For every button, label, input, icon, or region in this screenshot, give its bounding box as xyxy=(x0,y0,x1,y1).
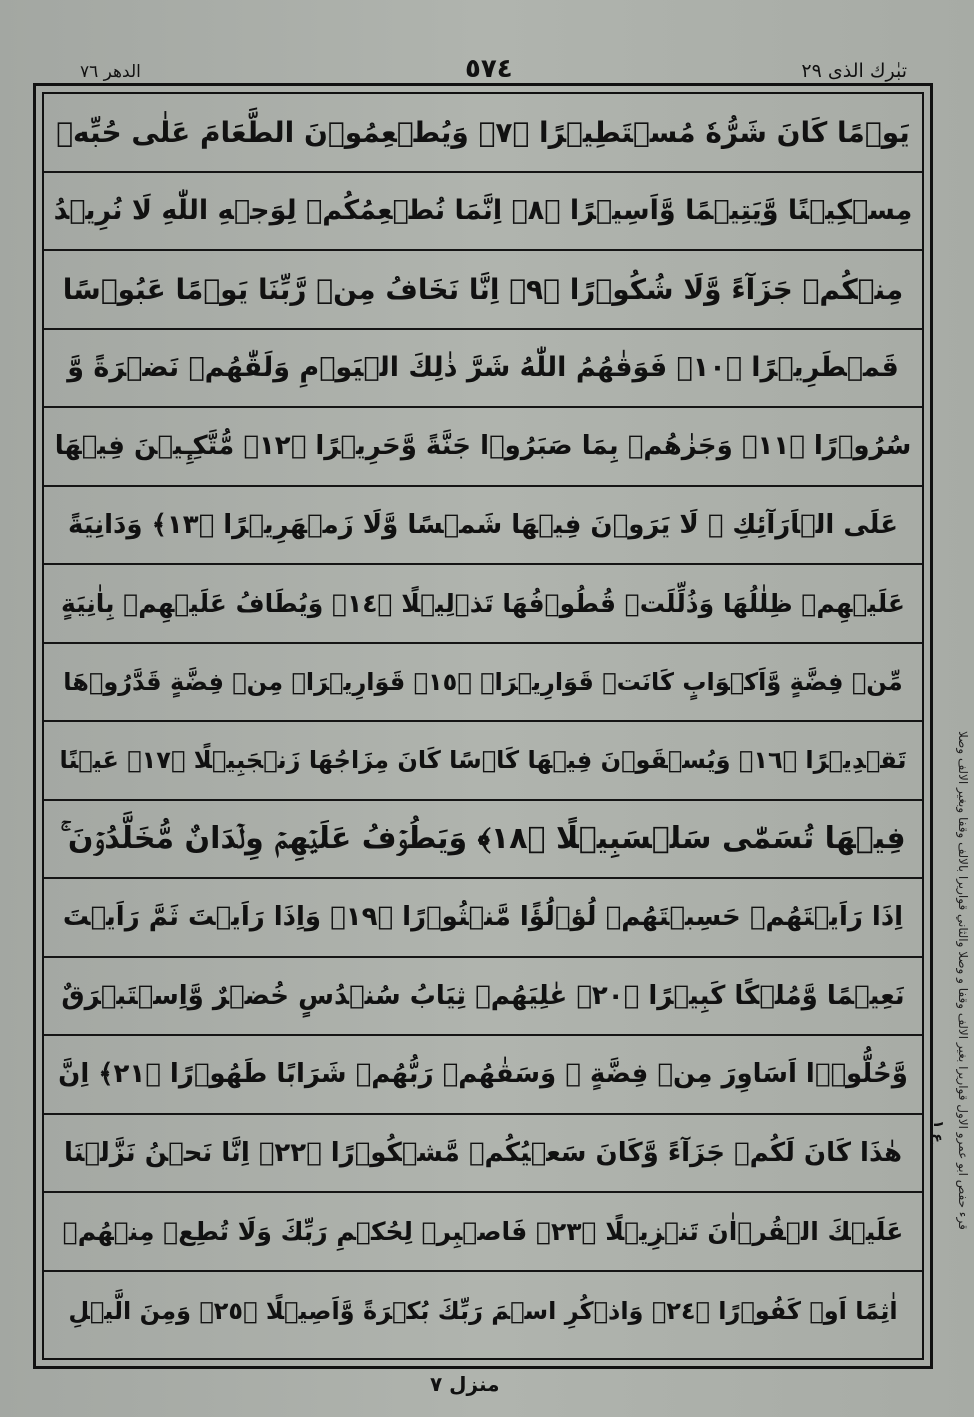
text-line: اٰثِمًا اَوۡ كَفُوۡرًا ﴿٢٤﴾ وَاذۡكُرِ اسۡمَ رَبِّكَ بُكۡرَةً وَّاَصِيۡلًا ﴿٢٥﴾ وَمِنَ الَّيۡلِ xyxy=(68,1296,898,1325)
text-line: نَعِيۡمًا وَّمُلۡكًا كَبِيۡرًا ﴿٢٠﴾ عٰلِيَهُمۡ ثِيَابُ سُنۡدُسٍ خُضۡرٌ وَّاِسۡتَبۡرَقٌ xyxy=(44,958,922,1037)
juz-title: تبٰرك الذى ٢٩ xyxy=(801,60,907,82)
text-line: قَمۡطَرِيۡرًا ﴿١٠﴾ فَوَقٰهُمُ اللّٰهُ شَرَّ ذٰلِكَ الۡيَوۡمِ وَلَقّٰهُمۡ نَضۡرَةً وَّ xyxy=(44,330,922,409)
text-line: يَوۡمًا كَانَ شَرُّهٗ مُسۡتَطِيۡرًا ﴿٧﴾ وَيُطۡعِمُوۡنَ الطَّعَامَ عَلٰى حُبِّهٖ xyxy=(44,94,922,173)
text-line: عَلَيۡهِمۡ ظِلٰلُهَا وَذُلِّلَتۡ قُطُوۡفُهَا تَذۡلِيۡلًا ﴿١٤﴾ وَيُطَافُ عَلَيۡهِمۡ بِاٰنِيَةٍ xyxy=(44,565,922,644)
text-line: سُرُوۡرًا ﴿١١﴾ وَجَزٰهُمۡ بِمَا صَبَرُوۡا جَنَّةً وَّحَرِيۡرًا ﴿١٢﴾ مُّتَّكِـِٕيۡنَ فِيۡهَا xyxy=(44,408,922,487)
ruku-mark: ع ١ xyxy=(930,1120,946,1143)
text-line: مِّنۡ فِضَّةٍ وَّاَكۡوَابٍ كَانَتۡ قَوَارِيۡرَا۠ ﴿١٥﴾ قَوَارِيۡرَا۠ مِنۡ فِضَّةٍ قَدَّرُوۡهَا xyxy=(44,644,922,723)
text-line: وَّحُلُّوۡۤا اَسَاوِرَ مِنۡ فِضَّةٍ ۚ وَسَقٰهُمۡ رَبُّهُمۡ شَرَابًا طَهُوۡرًا ﴿٢١﴾ اِنَّ xyxy=(44,1036,922,1115)
text-line: مِسۡكِيۡنًا وَّيَتِيۡمًا وَّاَسِيۡرًا ﴿٨﴾ اِنَّمَا نُطۡعِمُكُمۡ لِوَجۡهِ اللّٰهِ لَا نُرِيۡدُ xyxy=(44,173,922,252)
text-line: تَقۡدِيۡرًا ﴿١٦﴾ وَيُسۡقَوۡنَ فِيۡهَا كَاۡسًا كَانَ مِزَاجُهَا زَنۡجَبِيۡلًا ﴿١٧﴾ عَيۡنًا xyxy=(44,722,922,801)
surah-title: الدهر ٧٦ xyxy=(80,62,141,82)
page-number: ٥٧٤ xyxy=(465,54,513,84)
text-block xyxy=(44,94,922,1358)
text-line: فِيۡهَا تُسَمّٰى سَلۡسَبِيۡلًا ﴿١٨﴾ وَيَطُوۡفُ عَلَيۡهِمۡ وِلۡدَانٌ مُّخَلَّدُوۡنَ ۚ xyxy=(44,801,922,880)
text-line: مِنۡكُمۡ جَزَآءً وَّلَا شُكُوۡرًا ﴿٩﴾ اِنَّا نَخَافُ مِنۡ رَّبِّنَا يَوۡمًا عَبُوۡسًا xyxy=(44,251,922,330)
text-line: عَلَى الۡاَرَآئِكِ ۚ لَا يَرَوۡنَ فِيۡهَا شَمۡسًا وَّلَا زَمۡهَرِيۡرًا ﴿١٣﴾ وَدَانِيَةً xyxy=(44,487,922,566)
text-line: اِذَا رَاَيۡتَهُمۡ حَسِبۡتَهُمۡ لُؤۡلُؤًا مَّنۡثُوۡرًا ﴿١٩﴾ وَاِذَا رَاَيۡتَ ثَمَّ رَاَيۡتَ xyxy=(44,879,922,958)
manzil-label: منزل ٧ xyxy=(430,1372,500,1396)
text-line: عَلَيۡكَ الۡقُرۡاٰنَ تَنۡزِيۡلًا ﴿٢٣﴾ فَاصۡبِرۡ لِحُكۡمِ رَبِّكَ وَلَا تُطِعۡ مِنۡهُمۡ xyxy=(44,1193,922,1272)
text-line: هٰذَا كَانَ لَكُمۡ جَزَآءً وَّكَانَ سَعۡيُكُمۡ مَّشۡكُوۡرًا ﴿٢٢﴾ اِنَّا نَحۡنُ نَزَّلۡنَا xyxy=(44,1115,922,1194)
margin-note: قرء حفص ابو عمرو الاول قواریرا بغیر الالف وقفا و وصلا والثاني قواریرا بالالف وقفا وبغير الالف وصلا xyxy=(956,731,970,1230)
